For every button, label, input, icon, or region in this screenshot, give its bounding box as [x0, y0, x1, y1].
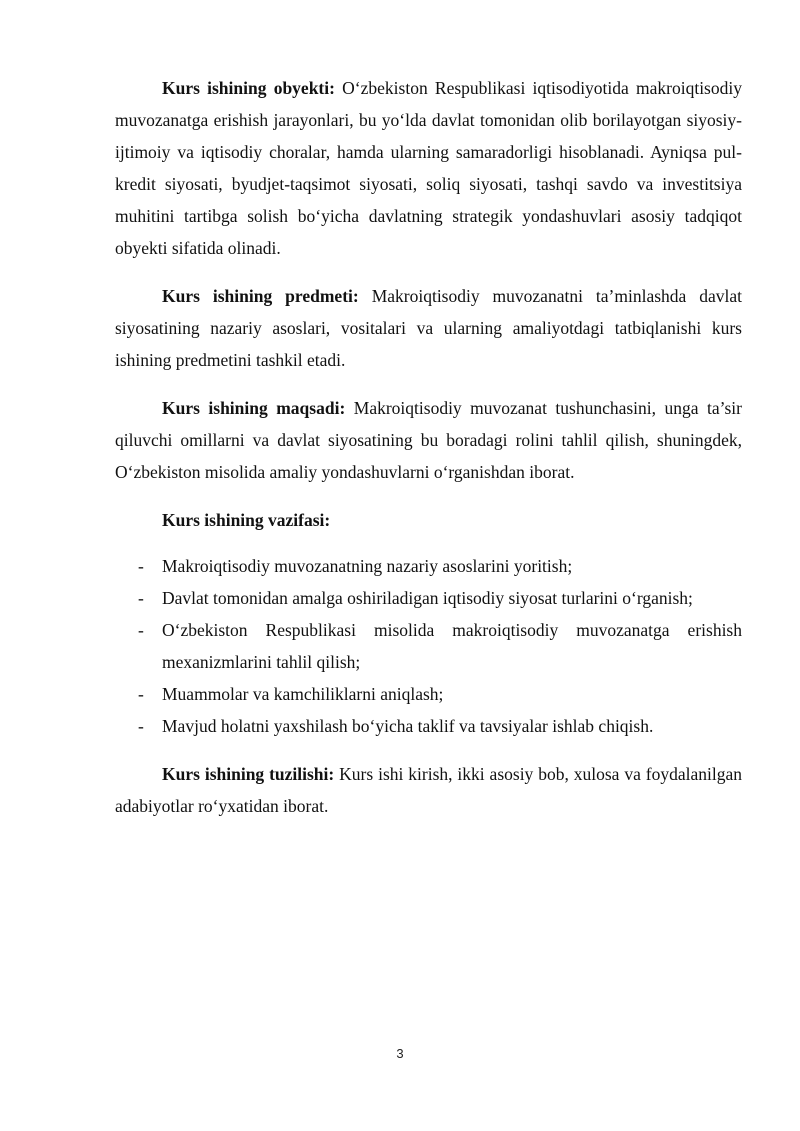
document-page — [115, 72, 742, 838]
page-number: 3 — [396, 1046, 404, 1061]
dash-marker: - — [138, 620, 144, 640]
dash-marker: - — [138, 684, 144, 704]
goal-label: Kurs ishining maqsadi: — [162, 398, 346, 418]
list-item — [115, 582, 742, 614]
list-item — [115, 678, 742, 710]
dash-marker: - — [138, 588, 144, 608]
task-text: Muammolar va kamchiliklarni aniqlash; — [162, 684, 444, 704]
task-text: Mavjud holatni yaxshilash bo‘yicha taklif va tavsiyalar ishlab chiqish. — [162, 716, 654, 736]
dash-marker: - — [138, 716, 144, 736]
dash-marker: - — [138, 556, 144, 576]
object-text: O‘zbekiston Respublikasi iqtisodiyotida makroiqtisodiy muvozanatga erishish jarayonlari, bu yo‘lda davlat tomonidan olib borilayotgan siyosiy-ijtimoiy va iqtisodiy choralar, hamda ularning samaradorligi hisoblanadi. Ayniqsa pul-kredit siyosati, byudjet-taqsimot siyosati, soliq siyosati, tashqi savdo va investitsiya muhitini tartibga solish bo‘yicha davlatning strategik yondashuvlari asosiy tadqiqot obyekti sifatida olinadi. — [115, 78, 742, 258]
task-text: Makroiqtisodiy muvozanatning nazariy asoslarini yoritish; — [162, 556, 573, 576]
tasks-list — [115, 550, 742, 742]
structure-label: Kurs ishining tuzilishi: — [162, 764, 335, 784]
subject-text: Makroiqtisodiy muvozanatni ta’minlashda davlat siyosatining nazariy asoslari, vositalari va ularning amaliyotdagi tatbiqlanishi kurs ishining predmetini tashkil etadi. — [115, 286, 742, 370]
list-item — [115, 614, 742, 678]
goal-paragraph — [115, 392, 742, 488]
tasks-heading: Kurs ishining vazifasi: — [162, 510, 331, 530]
object-paragraph — [115, 72, 742, 264]
task-text: Davlat tomonidan amalga oshiriladigan iqtisodiy siyosat turlarini o‘rganish; — [162, 588, 693, 608]
goal-text: Makroiqtisodiy muvozanat tushunchasini, unga ta’sir qiluvchi omillarni va davlat siyosatining bu boradagi rolini tahlil qilish, shuningdek, O‘zbekiston misolida amaliy yondashuvlarni o‘rganishdan iborat. — [115, 398, 742, 482]
subject-label: Kurs ishining predmeti: — [162, 286, 359, 306]
structure-text: Kurs ishi kirish, ikki asosiy bob, xulosa va foydalanilgan adabiyotlar ro‘yxatidan iborat. — [115, 764, 742, 816]
object-label: Kurs ishining obyekti: — [162, 78, 335, 98]
structure-paragraph — [115, 758, 742, 822]
list-item — [115, 710, 742, 742]
subject-paragraph — [115, 280, 742, 376]
list-item — [115, 550, 742, 582]
task-text: O‘zbekiston Respublikasi misolida makroiqtisodiy muvozanatga erishish mexanizmlarini tahlil qilish; — [162, 620, 742, 672]
